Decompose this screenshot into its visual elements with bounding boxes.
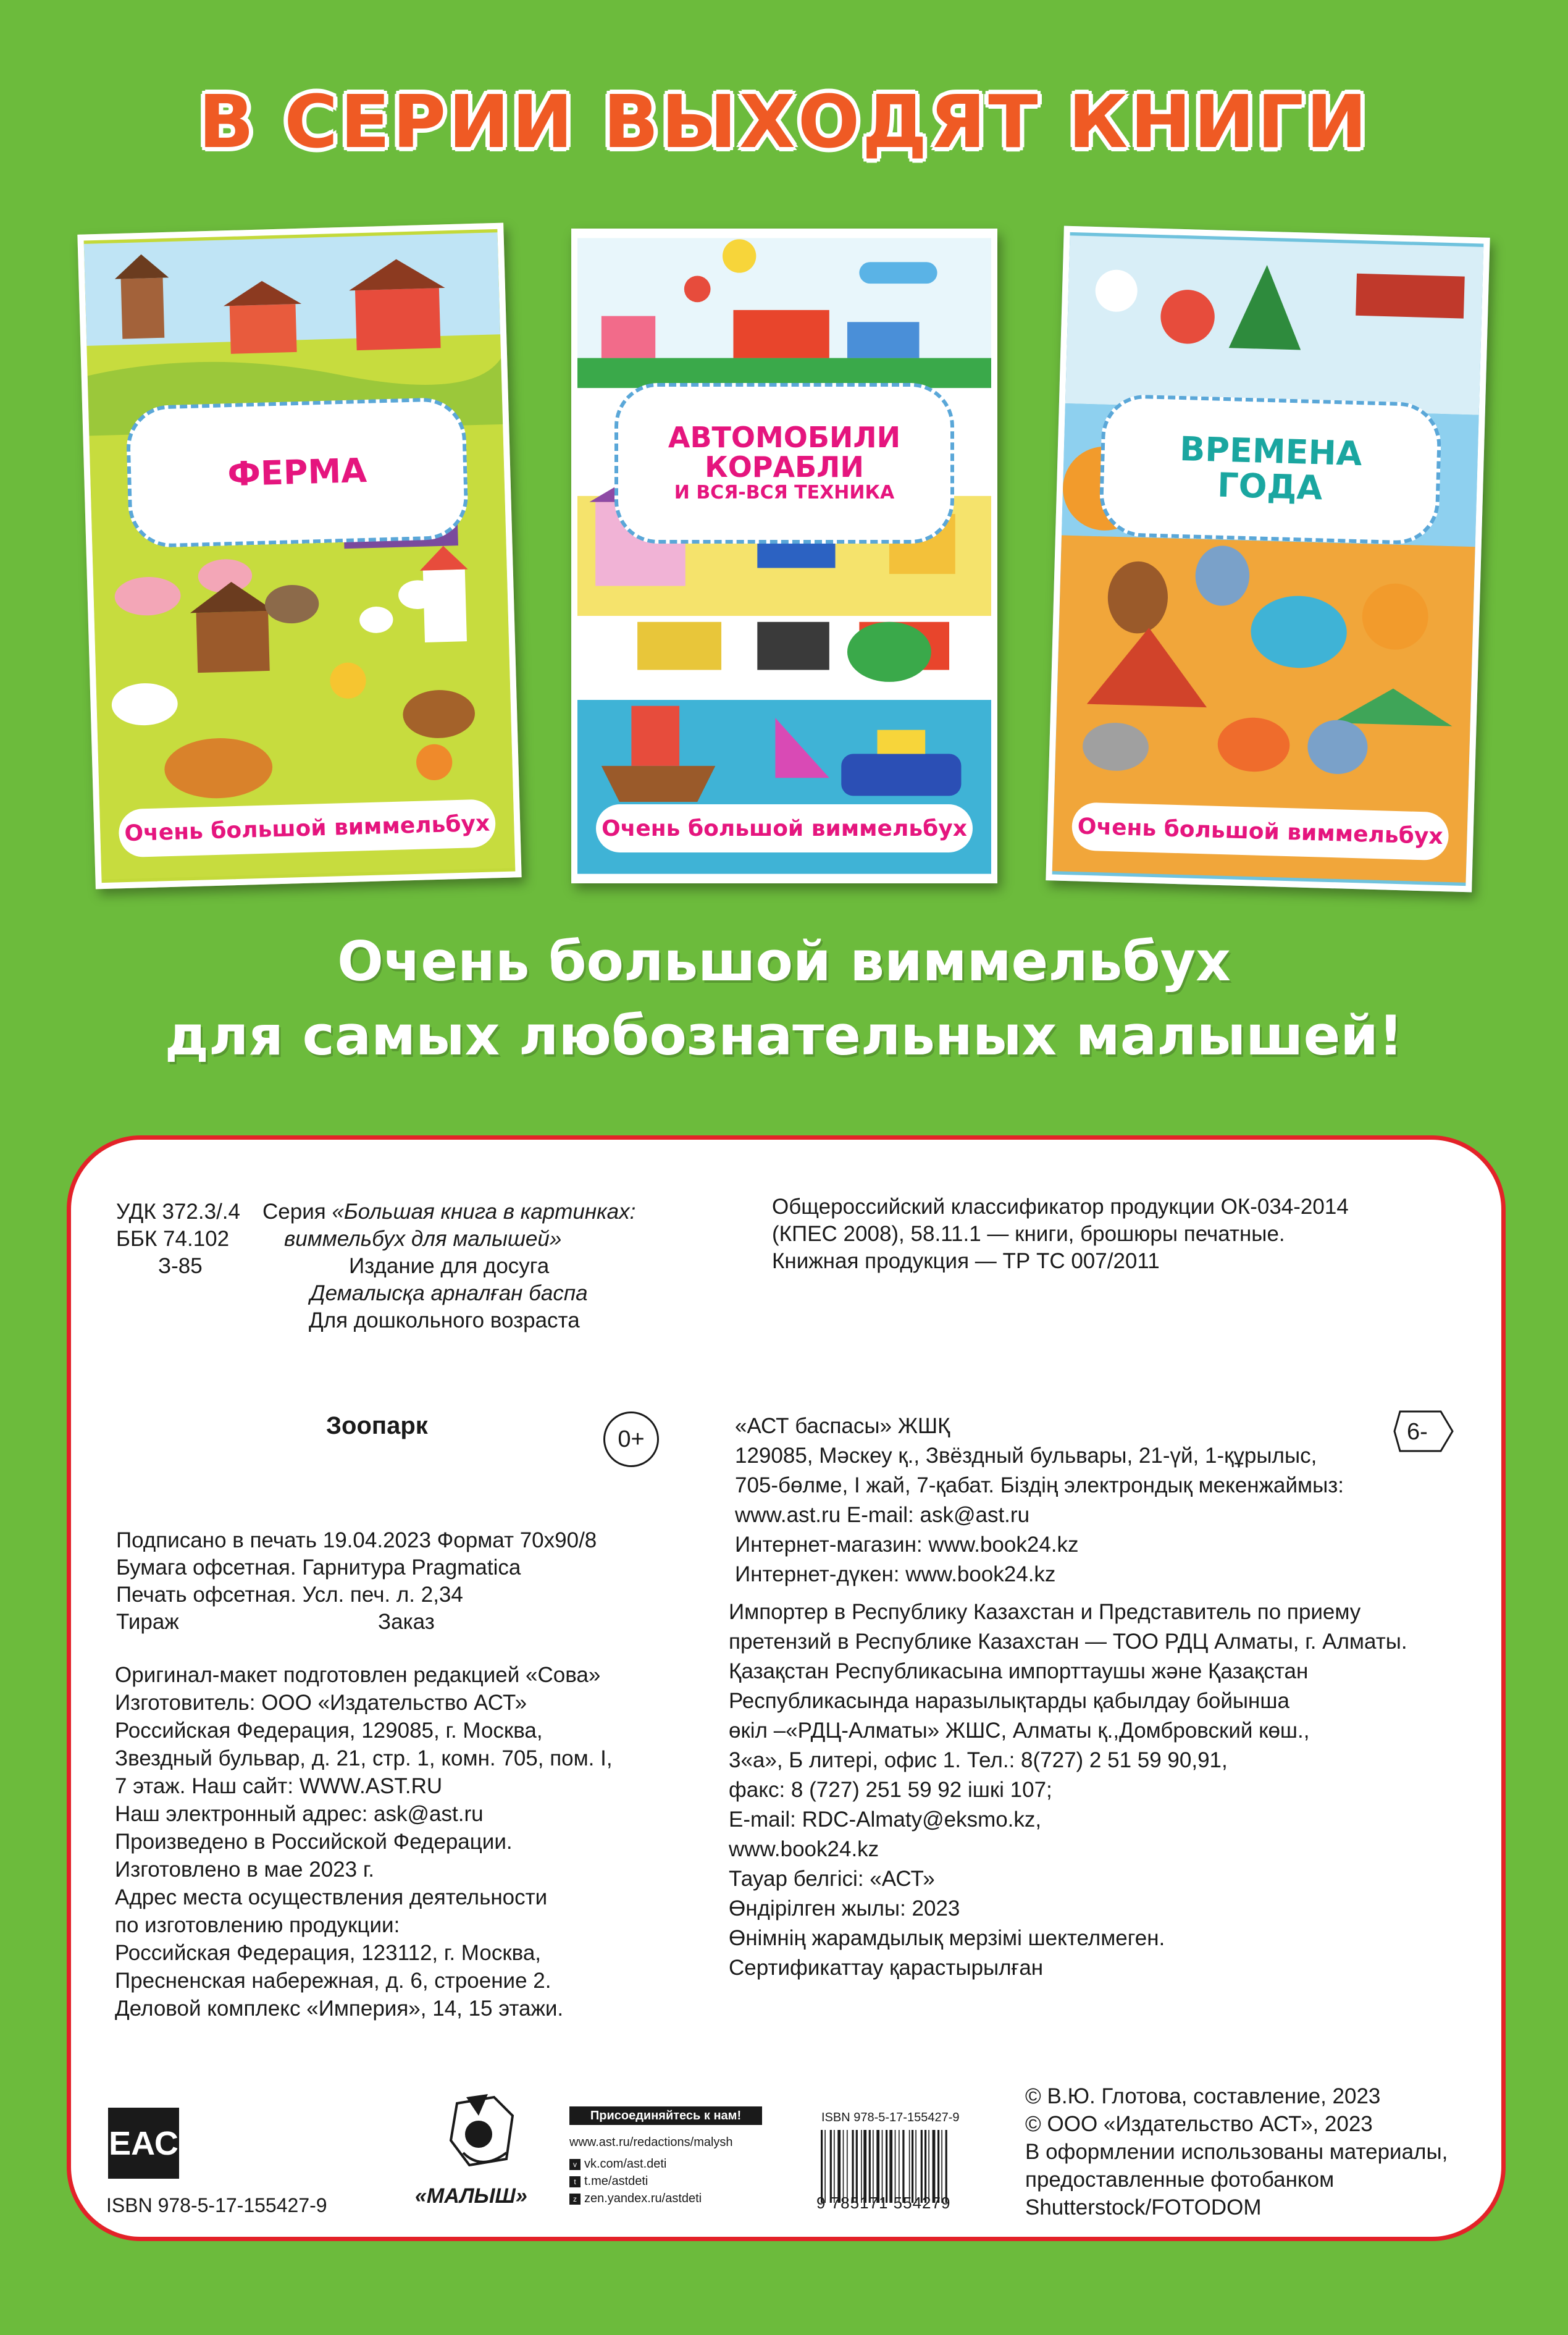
barcode-bar	[821, 2130, 823, 2203]
right-line: Сертификаттау қарастырылған	[729, 1956, 1044, 1980]
right-line: 3«а», Б литері, офис 1. Тел.: 8(727) 2 51 59 90,91,	[729, 1748, 1228, 1772]
barcode-bar	[856, 2130, 858, 2203]
barcode-bar	[895, 2130, 896, 2203]
right-line: www.book24.kz	[729, 1837, 879, 1861]
book-cover-vehicles	[571, 229, 997, 883]
link-zen-label: zen.yandex.ru/astdeti	[584, 2192, 702, 2205]
isbn-barcode-label: ISBN 978-5-17-155427-9	[821, 2111, 960, 2124]
zen-icon: z	[569, 2194, 581, 2205]
book-cover-seasons	[1046, 226, 1490, 893]
copyright-line: В оформлении использованы материалы,	[1025, 2140, 1448, 2164]
series-prefix: Серия	[262, 1200, 332, 1224]
barcode-bar	[873, 2130, 874, 2203]
barcode-bar	[830, 2130, 832, 2203]
book-band: Очень большой виммельбух	[596, 804, 973, 852]
book-band: Очень большой виммельбух	[118, 799, 496, 857]
right-line: өкіл –«РДЦ-Алматы» ЖШС, Алматы қ.,Домбровский көш.,	[729, 1719, 1310, 1743]
edition-line-3: Для дошкольного возраста	[309, 1308, 580, 1332]
barcode-bar	[889, 2130, 892, 2203]
barcode-bar	[834, 2130, 835, 2203]
barcode-bar	[863, 2130, 866, 2203]
malysh-brand: «МАЛЫШ»	[415, 2184, 527, 2208]
series-line-2: виммельбух для малышей»	[284, 1227, 562, 1251]
right-line: Интернет-магазин: www.book24.kz	[735, 1533, 1079, 1557]
right-line: претензий в Республике Казахстан — ТОО РДЦ Алматы, г. Алматы.	[729, 1630, 1407, 1654]
right-line: 705-бөлме, I жай, 7-қабат. Біздің электрондық мекенжаймыз:	[735, 1473, 1344, 1497]
link-telegram[interactable]	[569, 2173, 648, 2189]
right-line: 129085, Мәскеу қ., Звёздный бульвары, 21-үй, 1-құрылыс,	[735, 1444, 1317, 1468]
copyright-line: © ООО «Издательство АСТ», 2023	[1025, 2112, 1373, 2136]
barcode-bar	[928, 2130, 929, 2203]
book-band: Очень большой виммельбух	[1071, 802, 1449, 860]
right-line: Қазақстан Республикасына импорттаушы және Қазақстан	[729, 1659, 1309, 1683]
udk: УДК 372.3/.4	[116, 1200, 240, 1224]
copyright-line: © В.Ю. Глотова, составление, 2023	[1025, 2084, 1381, 2108]
classifier-line-3: Книжная продукция — ТР ТС 007/2011	[772, 1249, 1160, 1273]
barcode-bar	[876, 2130, 879, 2203]
vk-icon: v	[569, 2159, 581, 2170]
barcode-bar	[902, 2130, 904, 2203]
book-subtitle: И ВСЯ-ВСЯ ТЕХНИКА	[674, 482, 895, 504]
edition-line-2: Демалысқа арналған баспа	[310, 1281, 588, 1305]
book-code: З-85	[158, 1254, 203, 1278]
classifier-line-1: Общероссийский классификатор продукции ОК-034-2014	[772, 1195, 1349, 1219]
barcode-bar	[924, 2130, 926, 2203]
barcode	[818, 2130, 988, 2203]
left-line: Деловой комплекс «Империя», 14, 15 этажи.	[115, 1996, 564, 2021]
vehicles-illustration	[577, 235, 991, 877]
slogan-line-2: для самых любознательных малышей!	[164, 1004, 1404, 1067]
left-line: Произведено в Российской Федерации.	[115, 1830, 513, 1854]
tirazh: Тираж	[116, 1610, 179, 1634]
barcode-bar	[937, 2130, 939, 2203]
copyright-line: Shutterstock/FOTODOM	[1025, 2195, 1262, 2219]
book-title: ФЕРМА	[227, 450, 367, 494]
right-line: «АСТ баспасы» ЖШҚ	[735, 1414, 950, 1438]
right-line: факс: 8 (727) 251 59 92 ішкі 107;	[729, 1778, 1052, 1802]
book-title-imprint: Зоопарк	[326, 1412, 428, 1439]
barcode-bar	[921, 2130, 923, 2203]
telegram-icon: t	[569, 2176, 581, 2187]
series-line-1: «Большая книга в картинках:	[332, 1200, 636, 1224]
book-cover-farm	[77, 223, 521, 890]
book-title-badge	[125, 397, 469, 548]
farm-illustration	[84, 229, 516, 883]
right-line: Өндірілген жылы: 2023	[729, 1896, 960, 1921]
seasons-illustration	[1052, 232, 1484, 886]
barcode-bar	[843, 2130, 844, 2203]
barcode-bar	[941, 2130, 942, 2203]
left-line: Российская Федерация, 123112, г. Москва,	[115, 1941, 542, 1965]
print-line-2: Бумага офсетная. Гарнитура Pragmatica	[116, 1555, 521, 1580]
age-rating-ru: 0+	[603, 1412, 659, 1467]
right-line: E-mail: RDC-Almaty@eksmo.kz,	[729, 1807, 1042, 1832]
right-line: Республикасында наразылықтарды қабылдау бойынша	[729, 1689, 1289, 1713]
left-line: Пресненская набережная, д. 6, строение 2.	[115, 1969, 551, 1993]
barcode-bar	[824, 2130, 826, 2203]
zakaz: Заказ	[378, 1610, 435, 1634]
left-line: Изготовитель: ООО «Издательство АСТ»	[115, 1691, 527, 1715]
left-line: Звездный бульвар, д. 21, стр. 1, комн. 705, пом. I,	[115, 1746, 613, 1770]
barcode-bar	[933, 2130, 936, 2203]
book-title-badge	[1099, 393, 1442, 545]
malysh-logo-icon	[420, 2091, 543, 2184]
book-title: АВТОМОБИЛИ КОРАБЛИ	[668, 420, 901, 484]
age-rating-kz: 6-	[1407, 1419, 1428, 1445]
right-line: Интернет-дүкен: www.book24.kz	[735, 1562, 1056, 1586]
barcode-bar	[886, 2130, 887, 2203]
barcode-bar	[912, 2130, 913, 2203]
series-heading: В СЕРИИ ВЫХОДЯТ КНИГИ	[198, 79, 1370, 164]
left-line: 7 этаж. Наш сайт: WWW.AST.RU	[115, 1774, 443, 1798]
link-site[interactable]: www.ast.ru/redactions/malysh	[569, 2135, 733, 2149]
barcode-bar	[909, 2130, 910, 2203]
link-vk[interactable]	[569, 2156, 666, 2172]
left-line: Оригинал-макет подготовлен редакцией «Сова»	[115, 1663, 601, 1687]
eac-mark: ЕАС	[108, 2108, 179, 2179]
classifier-line-2: (КПЕС 2008), 58.11.1 — книги, брошюры печатные.	[772, 1222, 1285, 1246]
barcode-bar	[837, 2130, 841, 2203]
series-label	[262, 1197, 635, 1226]
copyright-line: предоставленные фотобанком	[1025, 2168, 1335, 2192]
edition-line-1: Издание для досуга	[349, 1254, 550, 1278]
join-us-banner: Присоединяйтесь к нам!	[569, 2106, 762, 2125]
print-line-1: Подписано в печать 19.04.2023 Формат 70x90/8	[116, 1528, 597, 1552]
barcode-bar	[915, 2130, 916, 2203]
barcode-bar	[869, 2130, 871, 2203]
link-zen[interactable]	[569, 2190, 702, 2207]
print-line-3: Печать офсетная. Усл. печ. л. 2,34	[116, 1583, 463, 1607]
left-line: Адрес места осуществления деятельности	[115, 1885, 548, 1909]
barcode-bar	[861, 2130, 862, 2203]
barcode-number: 9 785171 554279	[816, 2194, 951, 2212]
book-title-badge	[614, 383, 954, 544]
link-telegram-label: t.me/astdeti	[584, 2174, 648, 2188]
right-line: www.ast.ru E-mail: ask@ast.ru	[735, 1503, 1030, 1527]
barcode-bar	[847, 2130, 848, 2203]
link-vk-label: vk.com/ast.deti	[584, 2157, 667, 2171]
barcode-bar	[899, 2130, 900, 2203]
left-line: Изготовлено в мае 2023 г.	[115, 1857, 375, 1882]
right-line: Тауар белгісі: «АСТ»	[729, 1867, 935, 1891]
book-title: ВРЕМЕНА ГОДА	[1179, 429, 1363, 508]
barcode-bar	[945, 2130, 947, 2203]
left-line: Наш электронный адрес: ask@ast.ru	[115, 1802, 484, 1826]
barcode-bar	[852, 2130, 853, 2203]
left-line: Российская Федерация, 129085, г. Москва,	[115, 1719, 543, 1743]
barcode-bar	[882, 2130, 883, 2203]
slogan-line-1: Очень большой виммельбух	[337, 930, 1231, 993]
bbk: ББК 74.102	[116, 1227, 230, 1251]
left-line: по изготовлению продукции:	[115, 1913, 400, 1937]
right-line: Өнімнің жарамдылық мерзімі шектелмеген.	[729, 1926, 1165, 1950]
right-line: Импортер в Республику Казахстан и Представитель по приему	[729, 1600, 1361, 1624]
isbn-left: ISBN 978-5-17-155427-9	[106, 2194, 327, 2216]
